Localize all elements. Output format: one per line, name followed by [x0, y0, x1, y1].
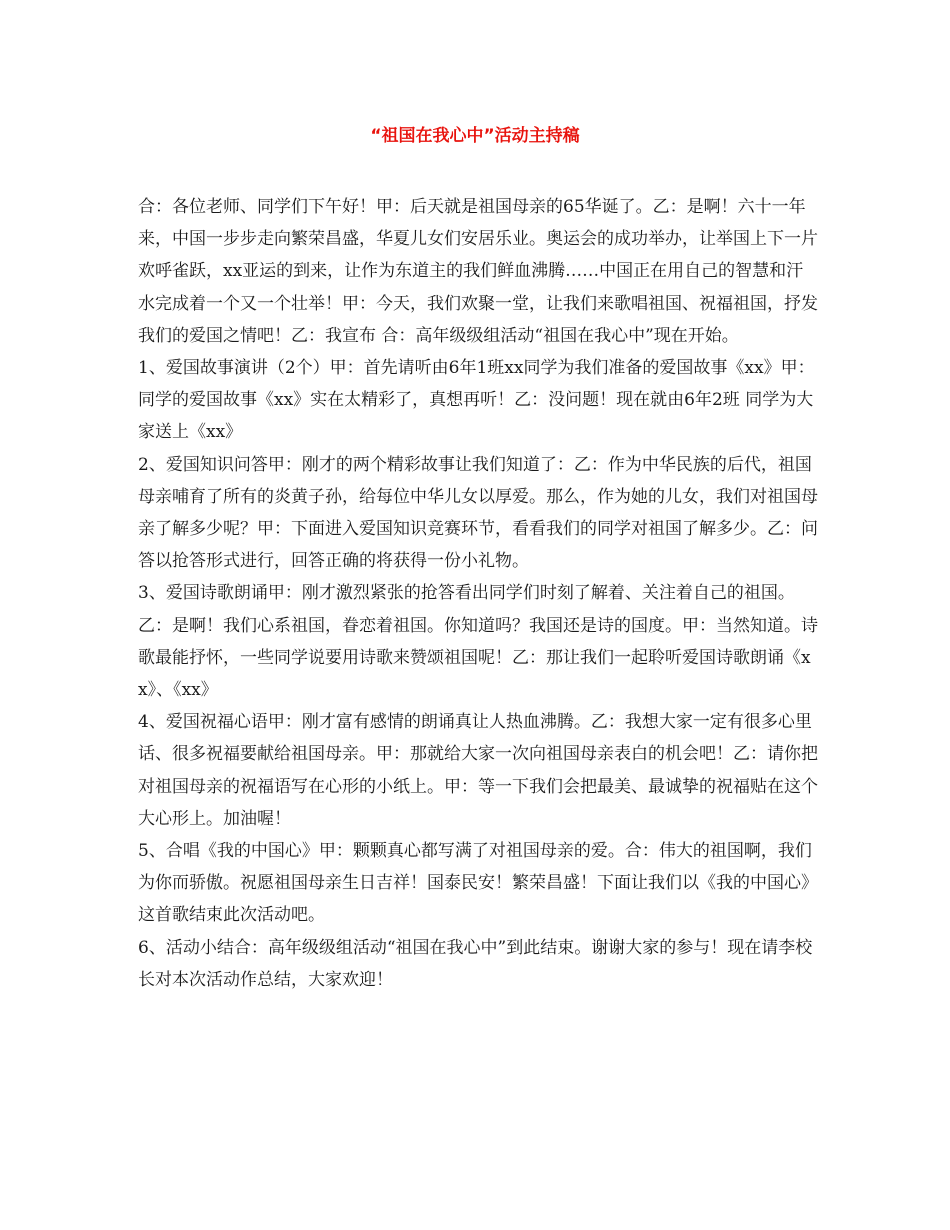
- document-body: [138, 191, 818, 996]
- paragraph-section-1: 1、爱国故事演讲（2个）甲：首先请听由6年1班xx同学为我们准备的爱国故事《xx》甲：同学的爱国故事《xx》实在太精彩了，真想再听！乙：没问题！现在就由6年2班 同学为大家送上《xx》: [138, 358, 815, 443]
- paragraph-section-3: 3、爱国诗歌朗诵甲：刚才激烈紧张的抢答看出同学们时刻了解着、关注着自己的祖国。乙：是啊！我们心系祖国，眷恋着祖国。你知道吗？我国还是诗的国度。甲：当然知道。诗歌最能抒怀，一些同学说要用诗歌来赞颂祖国呢！乙：那让我们一起聆听爱国诗歌朗诵《xx》、《xx》: [138, 583, 818, 701]
- paragraph-section-5: 5、合唱《我的中国心》甲：颗颗真心都写满了对祖国母亲的爱。合：伟大的祖国啊，我们为你而骄傲。祝愿祖国母亲生日吉祥！国泰民安！繁荣昌盛！下面让我们以《我的中国心》这首歌结束此次活动吧。: [138, 841, 818, 926]
- paragraph-section-4: 4、爱国祝福心语甲：刚才富有感情的朗诵真让人热血沸腾。乙：我想大家一定有很多心里话、很多祝福要献给祖国母亲。甲：那就给大家一次向祖国母亲表白的机会吧！乙：请你把对祖国母亲的祝福语写在心形的小纸上。甲：等一下我们会把最美、最诚挚的祝福贴在这个大心形上。加油喔！: [138, 712, 818, 829]
- paragraph-section-6: 6、活动小结合：高年级级组活动“祖国在我心中”到此结束。谢谢大家的参与！现在请李校长对本次活动作总结，大家欢迎！: [138, 937, 813, 990]
- document-title: “祖国在我心中”活动主持稿: [370, 126, 580, 146]
- paragraph-section-2: 2、爱国知识问答甲：刚才的两个精彩故事让我们知道了：乙：作为中华民族的后代，祖国母亲哺育了所有的炎黄子孙，给每位中华儿女以厚爱。那么，作为她的儿女，我们对祖国母亲了解多少呢？甲：下面进入爱国知识竞赛环节，看看我们的同学对祖国了解多少。乙：问答以抢答形式进行，回答正确的将获得一份小礼物。: [138, 454, 818, 572]
- paragraph-opening: 合：各位老师、同学们下午好！甲：后天就是祖国母亲的65华诞了。乙：是啊！六十一年来，中国一步步走向繁荣昌盛，华夏儿女们安居乐业。奥运会的成功举办，让举国上下一片欢呼雀跃，xx亚运的到来，让作为东道主的我们鲜血沸腾……中国正在用自己的智慧和汗水完成着一个又一个壮举！甲：今天，我们欢聚一堂，让我们来歌唱祖国、祝福祖国，抒发我们的爱国之情吧！乙：我宣布 合：高年级级组活动“祖国在我心中”现在开始。: [138, 197, 818, 346]
